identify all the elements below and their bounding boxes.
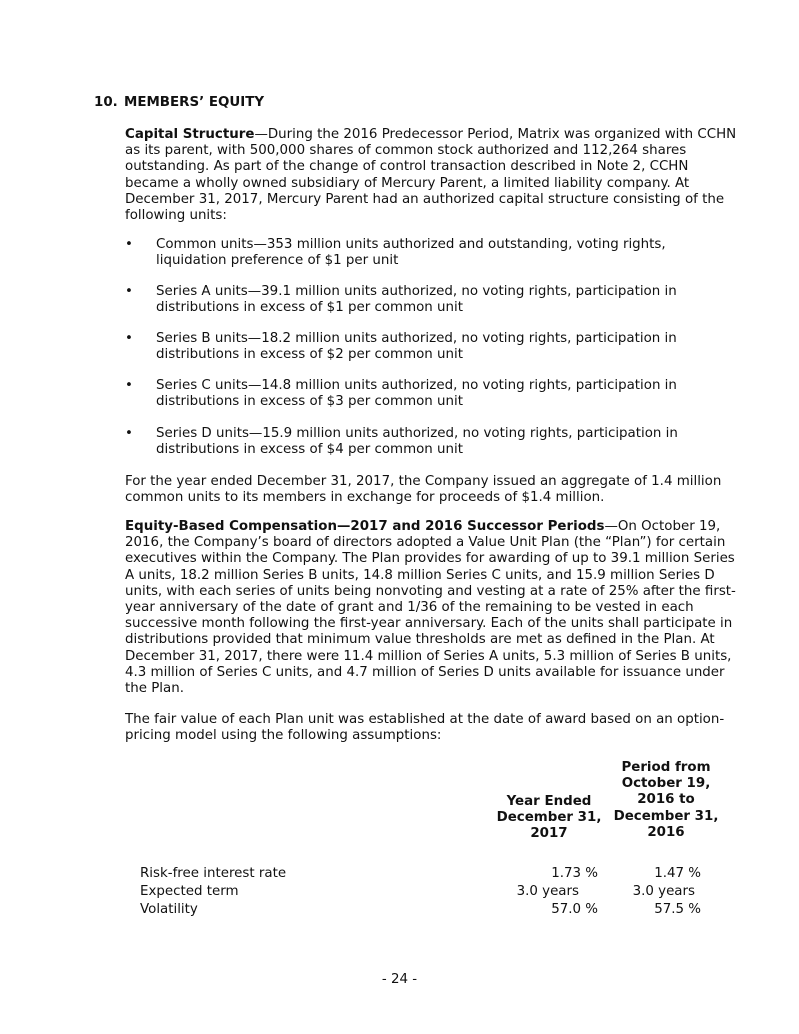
equity-compensation-text: —On October 19, 2016, the Company’s board of directors adopted a Value Unit Plan (the “Plan”) for certain executives within the Company. The Plan provides for awarding of up to 39.1 million Series A units, 18.2 million Series B units, 14.8 million Series C units, and 15.9 million Series D units, with each series of units being nonvoting and vesting at a rate of 25% after the first-year anniversary of the date of grant and 1/36 of the remaining to be vested in each successive month following the first-year anniversary. Each of the units shall participate in distributions provided that minimum value thresholds are met as defined in the Plan. At December 31, 2017, there were 11.4 million of Series A units, 5.3 million of Series B units, 4.3 million of Series C units, and 4.7 million of Series D units available for issuance under the Plan. [125,519,736,697]
cell-2016-risk-free-rate: 1.47 % [654,866,701,881]
header-line: Year Ended [506,794,592,809]
unit-description: Series B units—18.2 million units authorized, no voting rights, participation in distributions in excess of $2 per common unit [156,331,677,363]
cell-2016-expected-term: 3.0 years [632,884,695,899]
header-line: Period from [621,760,711,775]
row-label-risk-free-rate: Risk-free interest rate [140,866,287,881]
bullet-marker: • [125,284,133,299]
bullet-marker: • [125,426,133,441]
capital-structure-text: —During the 2016 Predecessor Period, Matrix was organized with CCHN as its parent, with 500,000 shares of common stock authorized and 112,264 shares outstanding. As part of the change of control transaction described in Note 2, CCHN became a wholly owned subsidiary of Mercury Parent, a limited liability company. At December 31, 2017, Mercury Parent had an authorized capital structure consisting of the following units: [125,127,737,224]
header-line: 2017 [530,826,568,842]
row-label-expected-term: Expected term [140,884,239,899]
header-line: 2016 to [637,792,695,808]
cell-2016-volatility: 57.5 % [654,902,701,917]
equity-compensation-label: Equity-Based Compensation—2017 and 2016 Successor Periods [125,519,605,534]
header-line: December 31, [496,810,602,826]
column-header-year-ended [488,794,610,843]
bullet-marker: • [125,378,133,393]
section-heading [94,95,264,111]
unit-description: Common units—353 million units authorized and outstanding, voting rights, liquidation preference of $1 per unit [156,237,666,269]
equity-compensation-paragraph [125,519,737,697]
unit-description: Series C units—14.8 million units authorized, no voting rights, participation in distributions in excess of $3 per common unit [156,378,677,410]
page-number: - 24 - [381,972,418,987]
cell-2017-expected-term: 3.0 years [516,884,579,899]
bullet-marker: • [125,237,133,252]
cell-2017-risk-free-rate: 1.73 % [551,866,598,881]
header-line: October 19, [621,776,711,792]
row-label-volatility: Volatility [140,902,198,917]
header-line: December 31, [613,808,719,824]
section-number: 10. [94,95,118,110]
unit-description: Series A units—39.1 million units authorized, no voting rights, participation in distributions in excess of $1 per common unit [156,284,677,316]
cell-2017-volatility: 57.0 % [551,902,598,917]
unit-description: Series D units—15.9 million units authorized, no voting rights, participation in distributions in excess of $4 per common unit [156,426,678,458]
fair-value-paragraph: The fair value of each Plan unit was established at the date of award based on an option-pricing model using the following assumptions: [125,712,725,744]
bullet-marker: • [125,331,133,346]
capital-structure-paragraph [125,127,737,224]
issuance-paragraph: For the year ended December 31, 2017, the Company issued an aggregate of 1.4 million common units to its members in exchange for proceeds of $1.4 million. [125,474,722,506]
capital-structure-label: Capital Structure [125,127,255,142]
column-header-period-from [605,760,727,841]
header-line: 2016 [647,824,685,840]
section-title: MEMBERS’ EQUITY [124,95,265,110]
